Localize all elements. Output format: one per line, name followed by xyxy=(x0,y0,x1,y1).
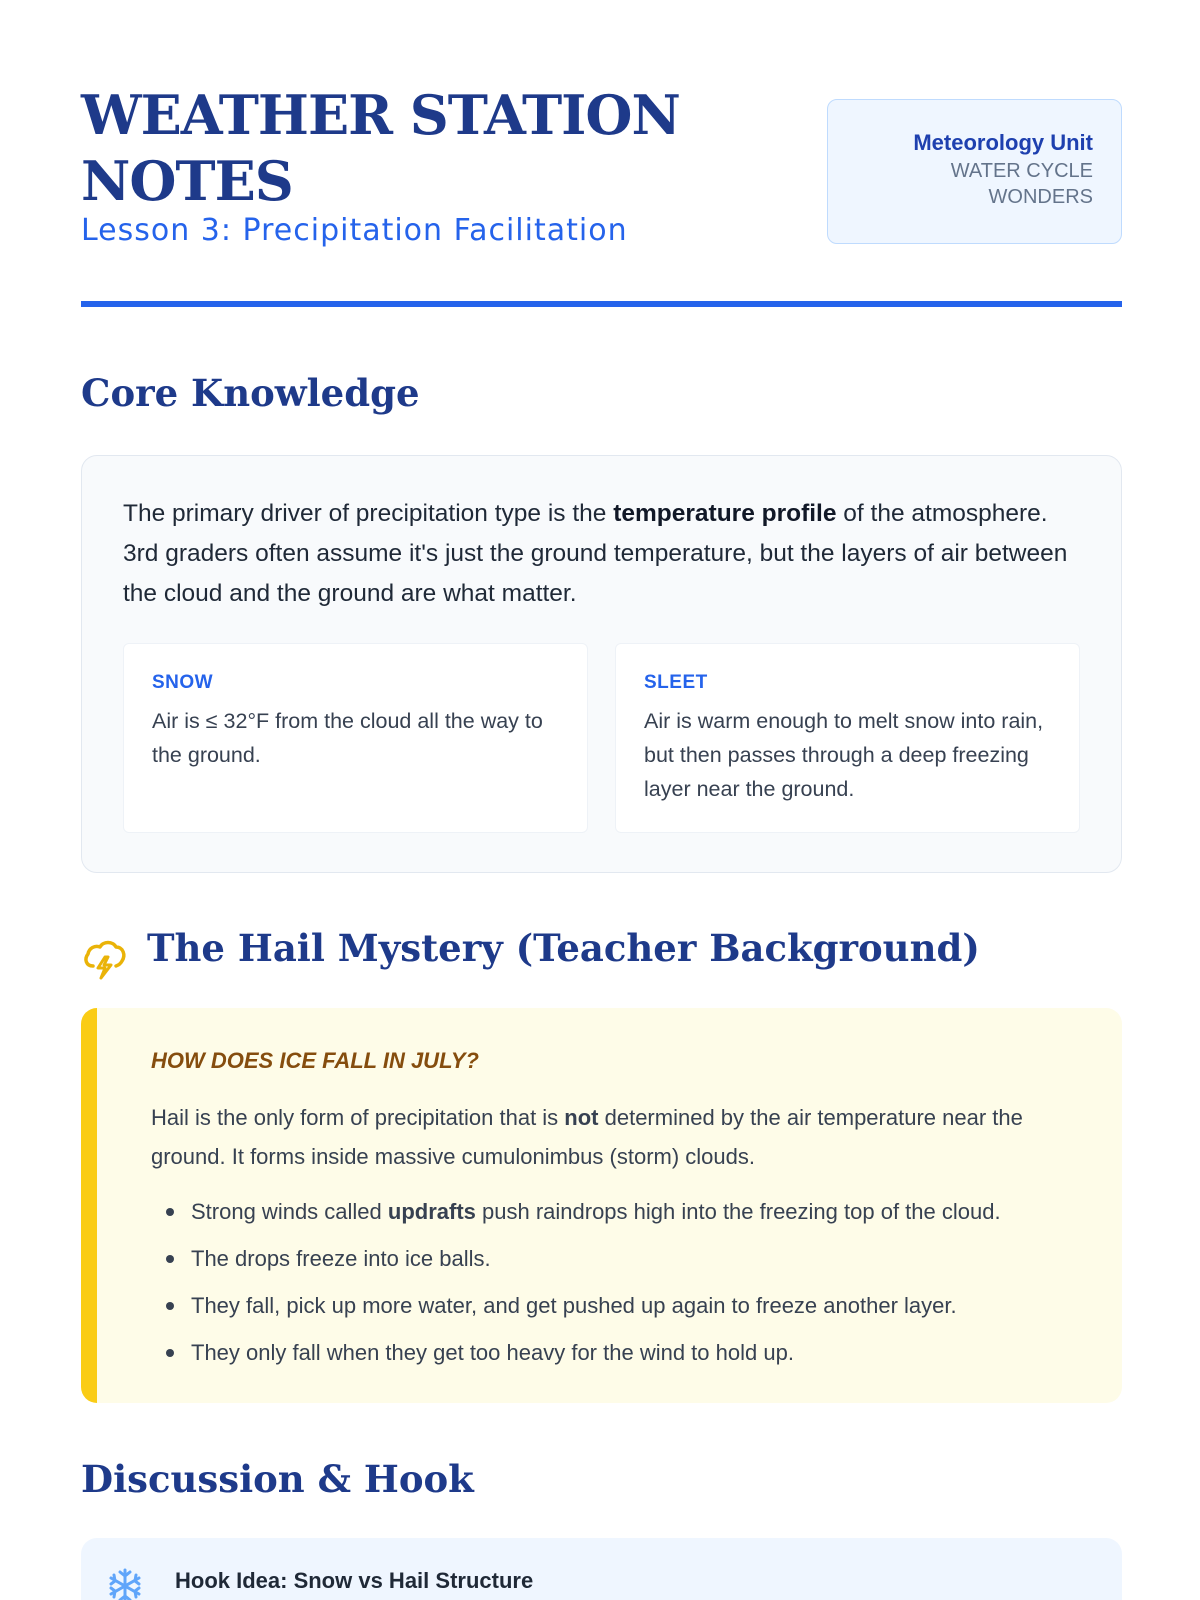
sleet-card-title: SLEET xyxy=(644,672,708,693)
list-item: They only fall when they get too heavy for the wind to hold up. xyxy=(151,1329,1111,1376)
snowflake-icon xyxy=(105,1566,145,1600)
list-item-end: push raindrops high into the freezing top of the cloud. xyxy=(475,1199,1001,1224)
core-text-end: of the atmosphere. 3rd graders often assume it's just the ground temperature, but the layers of air between the cloud and the ground are what matter. xyxy=(123,500,1068,607)
sleet-card-text: Air is warm enough to melt snow into rain, but then passes through a deep freezing layer near the ground. xyxy=(644,709,1044,801)
hail-background-card xyxy=(81,1008,1122,1403)
hook-idea-title: Hook Idea: Snow vs Hail Structure xyxy=(175,1568,534,1593)
unit-subtitle-line-1: WATER CYCLE xyxy=(950,160,1093,182)
hail-text-emphasis: not xyxy=(564,1105,599,1130)
hail-mystery-heading: The Hail Mystery (Teacher Background) xyxy=(147,926,980,970)
hail-steps-list xyxy=(151,1188,1111,1376)
snow-card xyxy=(123,643,588,833)
unit-badge xyxy=(827,99,1122,244)
page-title xyxy=(81,82,721,214)
storm-cloud-icon xyxy=(80,933,128,981)
core-knowledge-card xyxy=(81,455,1122,873)
unit-subtitle-line-2: WONDERS xyxy=(988,186,1093,208)
list-item: They fall, pick up more water, and get pushed up again to freeze another layer. xyxy=(151,1282,1111,1329)
unit-name: Meteorology Unit xyxy=(913,130,1093,155)
core-text-start: The primary driver of precipitation type is the xyxy=(123,500,614,527)
core-knowledge-text xyxy=(123,494,1083,614)
hook-idea-card xyxy=(81,1538,1122,1600)
page-title-line-2: NOTES xyxy=(81,149,293,213)
sleet-card xyxy=(615,643,1080,833)
hail-paragraph xyxy=(151,1098,1101,1176)
lesson-subtitle: Lesson 3: Precipitation Facilitation xyxy=(81,213,628,248)
snow-card-title: SNOW xyxy=(152,672,214,693)
list-item-emphasis: updrafts xyxy=(387,1199,476,1224)
list-item xyxy=(151,1188,1111,1235)
hail-text-end: determined by the air temperature near the ground. It forms inside massive cumulonimbus (storm) clouds. xyxy=(151,1105,1023,1169)
hail-text-start: Hail is the only form of precipitation that is xyxy=(151,1105,565,1130)
core-text-emphasis: temperature profile xyxy=(613,500,837,527)
snow-card-text: Air is ≤ 32°F from the cloud all the way to the ground. xyxy=(152,709,543,767)
page-header xyxy=(81,82,1122,307)
hail-question: HOW DOES ICE FALL IN JULY? xyxy=(151,1048,479,1073)
page-title-line-1: WEATHER STATION xyxy=(81,83,680,147)
discussion-heading: Discussion & Hook xyxy=(81,1457,474,1501)
list-item-start: Strong winds called xyxy=(191,1199,388,1224)
list-item: The drops freeze into ice balls. xyxy=(151,1235,1111,1282)
core-knowledge-heading: Core Knowledge xyxy=(81,371,420,415)
